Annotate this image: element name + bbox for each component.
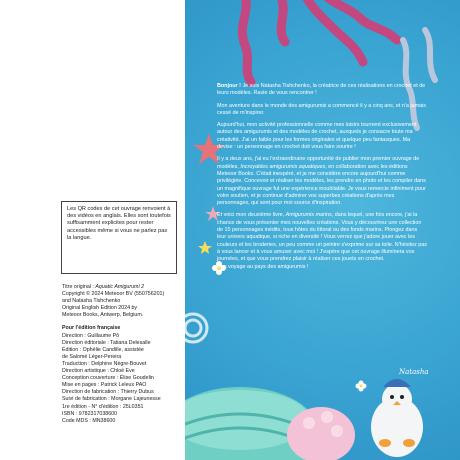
crochet-penguin	[371, 379, 423, 457]
intro-paragraph: Mon aventure dans le monde des amigurumis a commencé il y a cinq ans, et n'a jamais cessé de m'inspirer.	[217, 102, 426, 116]
qr-note-box	[61, 201, 177, 274]
credit-line: Direction éditoriale : Tatiana Delesalle	[62, 339, 151, 346]
intro-closing: Bon voyage au pays des amigurumis !	[217, 263, 309, 270]
original-title-line: Titre original : Aquatic Amigurumi 2	[62, 284, 145, 290]
crochet-swirl	[185, 314, 207, 342]
author-introduction	[217, 83, 427, 271]
credit-line: Direction de fabrication : Thierry Dubus	[62, 389, 154, 396]
small-white-flower-icon	[356, 381, 367, 392]
author-signature: Natasha	[399, 368, 429, 376]
credit-line: Mise en pages : Patrick Leleux PAO	[62, 382, 147, 389]
intro-paragraph: Et voici mon deuxième livre, Amigurumis marins, dans lequel, une fois encore, j'ai la chance de vous présenter mes nouvelles créations. Vous y découvrirez une collection de 15 personnages inédits, tous hôtes du littoral ou des fonds marins. Plongez dans leur univers aquatique, si riche en diversité ! Vous verrez que j'adore jouer avec les couleurs et les broderies, un peu comme un peintre s'exprime sur sa toile. N'hésitez pas à vous lancer et à vous amuser avec moi ! J'espère que cet ouvrage illuminera vos journées, et que vous prendrez plaisir à réaliser ces jouets en crochet.	[217, 212, 428, 263]
credit-line: Code MDS : MN38600	[62, 417, 116, 424]
copyright-line: Meteoor Books, Antwerp, Belgium.	[62, 312, 144, 319]
credit-line: Conception couverture : Élise Goudelin	[62, 375, 154, 382]
copyright-line: and Natasha Tishchenko	[62, 298, 121, 305]
credits-block	[62, 284, 178, 425]
yellow-flower-icon	[198, 241, 212, 254]
qr-note-text: Les QR codes de cet ouvrage renvoient à des vidéos en anglais. Elles sont toutefois suffisamment explicites pour rester accessibles même si vous ne parlez pas la langue.	[67, 206, 171, 241]
first-book-title: Incroyables amigurumis aquatiques	[240, 163, 326, 170]
original-title: Aquatic Amigurumi 2	[95, 284, 145, 290]
credit-line: Édition : Ophélie Candille, assistée	[62, 346, 144, 353]
credit-line: Direction : Guillaume Pô	[62, 332, 120, 339]
copyright-line: Original English Edition 2024 by	[62, 305, 138, 312]
copyright-line: Copyright © 2024 Meteoor BV (550756201)	[62, 291, 165, 298]
french-edition-heading: Pour l'édition française	[62, 325, 121, 332]
second-book-title: Amigurumis marins	[285, 212, 332, 219]
left-page	[0, 0, 180, 460]
greeting: Bonjour !	[217, 83, 241, 89]
intro-paragraph: Bonjour ! Je suis Natasha Tishchenko, la créatrice de ces réalisations en crochet et de leurs modèles. Ravie de vous rencontrer !	[217, 83, 426, 97]
right-photo-page	[185, 0, 460, 460]
credit-line: Direction artistique : Chloé Eve	[62, 368, 135, 375]
credit-line: 1re édition - N° d'édition : 25L0351	[62, 403, 144, 410]
intro-paragraph: Aujourd'hui, mon activité professionnelle comme mes loisirs tournent exclusivement autour des amigurumis et des modèles de crochet, auxquels je consacre toute ma créativité. J'ai un faible pour les formes originales et quelque peu fantasques. Ma devise : un personnage en crochet doit vous faire sourire !	[217, 122, 417, 151]
credit-line: Suivi de fabrication : Morgane Lajeunesse	[62, 396, 161, 403]
credit-line: ISBN : 9782317038600	[62, 410, 118, 417]
credit-line: de Salomé Léger-Pereira	[62, 353, 122, 360]
jellyfish-tentacles	[242, 0, 397, 82]
intro-paragraph: Il y a deux ans, j'ai eu l'extraordinaire opportunité de publier mon premier ouvrage de modèles, Incroyables amigurumis aquatiques, en collaboration avec les éditions Meteoor Books. C'était inespéré, et je me considère encore aujourd'hui comme privilégiée. Concevoir et réaliser les modèles, les prendre en photo et les compiler dans un magnifique ouvrage fut une expérience inoubliable. Je vous remercie infiniment pour votre soutien, et je continue d'admirer vos superbes créations d'après mes personnages, qui sont pour moi source d'inspiration.	[217, 156, 426, 207]
credit-line: Traduction : Delphine Nègre-Bouvet	[62, 360, 147, 367]
